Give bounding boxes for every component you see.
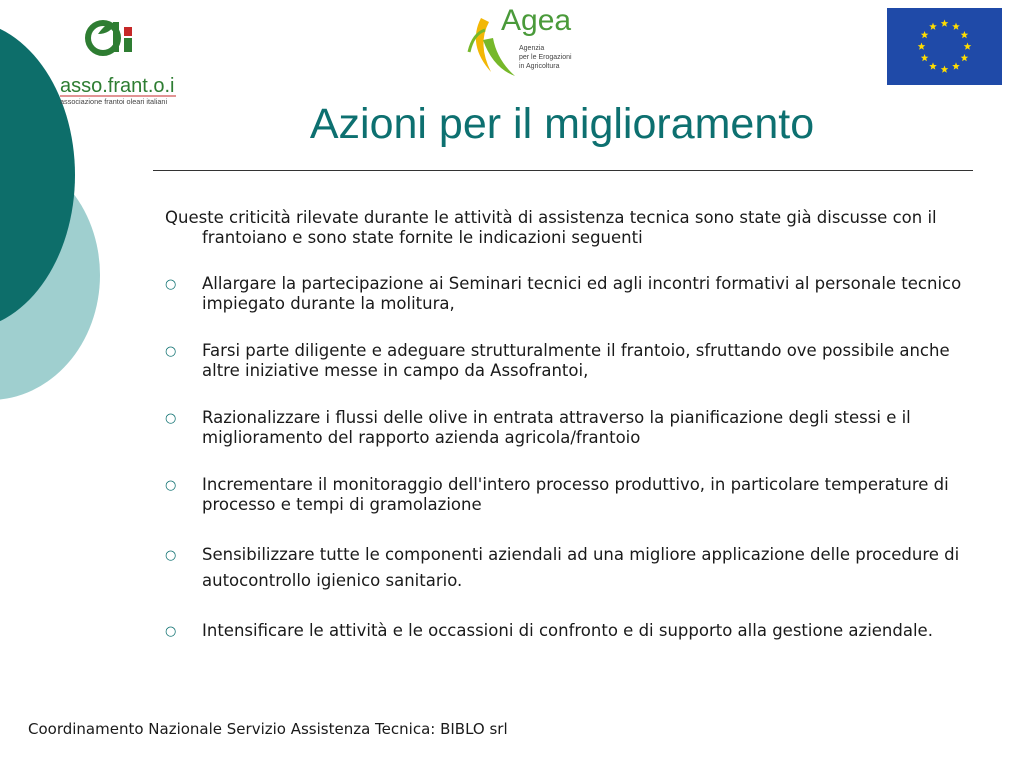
assofrantoi-name: asso.frant.o.i — [60, 75, 175, 97]
list-item — [165, 274, 965, 314]
assofrantoi-logo — [58, 14, 183, 110]
agea-tagline-1: Agenzia — [519, 45, 545, 52]
title-divider — [153, 170, 973, 171]
intro-paragraph: Queste criticità rilevate durante le attività di assistenza tecnica sono state già discusse con il frantoiano e sono state fornite le indicazioni seguenti — [165, 208, 937, 247]
list-item-text: Sensibilizzare tutte le componenti aziendali ad una migliore applicazione delle procedure di autocontrollo igienico sanitario. — [202, 545, 960, 590]
bullet-circle-icon: ○ — [165, 277, 177, 292]
agea-tagline-3: in Agricoltura — [519, 63, 560, 70]
bullet-circle-icon: ○ — [165, 624, 177, 639]
agea-tagline-2: per le Erogazioni — [519, 54, 572, 61]
list-item-text: Allargare la partecipazione ai Seminari tecnici ed agli incontri formativi al personale tecnico impiegato durante la molitura, — [202, 274, 962, 313]
list-item-text: Razionalizzare i flussi delle olive in entrata attraverso la pianificazione degli stessi e il miglioramento del rapporto azienda agricola/frantoio — [202, 408, 911, 447]
assofrantoi-tagline: associazione frantoi oleari italiani — [60, 97, 168, 106]
agea-name: Agea — [501, 4, 572, 37]
bullet-circle-icon: ○ — [165, 344, 177, 359]
slide-title: Azioni per il miglioramento — [309, 100, 815, 148]
list-item-text: Incrementare il monitoraggio dell'intero processo produttivo, in particolare temperature di processo e tempi di gramolazione — [202, 475, 949, 514]
action-list — [165, 274, 965, 641]
eu-flag-icon — [887, 8, 1002, 85]
slide-body — [165, 208, 965, 641]
bullet-circle-icon: ○ — [165, 548, 177, 563]
list-item — [165, 408, 965, 448]
agea-logo — [463, 0, 593, 82]
list-item — [165, 542, 965, 594]
bullet-circle-icon: ○ — [165, 478, 177, 493]
list-item-text: Farsi parte diligente e adeguare strutturalmente il frantoio, sfruttando ove possibile anche altre iniziative messe in campo da Assofrantoi, — [202, 341, 950, 380]
list-item — [165, 341, 965, 381]
list-item-text: Intensificare le attività e le occassioni di confronto e di supporto alla gestione aziendale. — [202, 621, 933, 640]
list-item — [165, 621, 965, 641]
footer-credit: Coordinamento Nazionale Servizio Assistenza Tecnica: BIBLO srl — [28, 720, 508, 738]
list-item — [165, 475, 965, 515]
bullet-circle-icon: ○ — [165, 411, 177, 426]
